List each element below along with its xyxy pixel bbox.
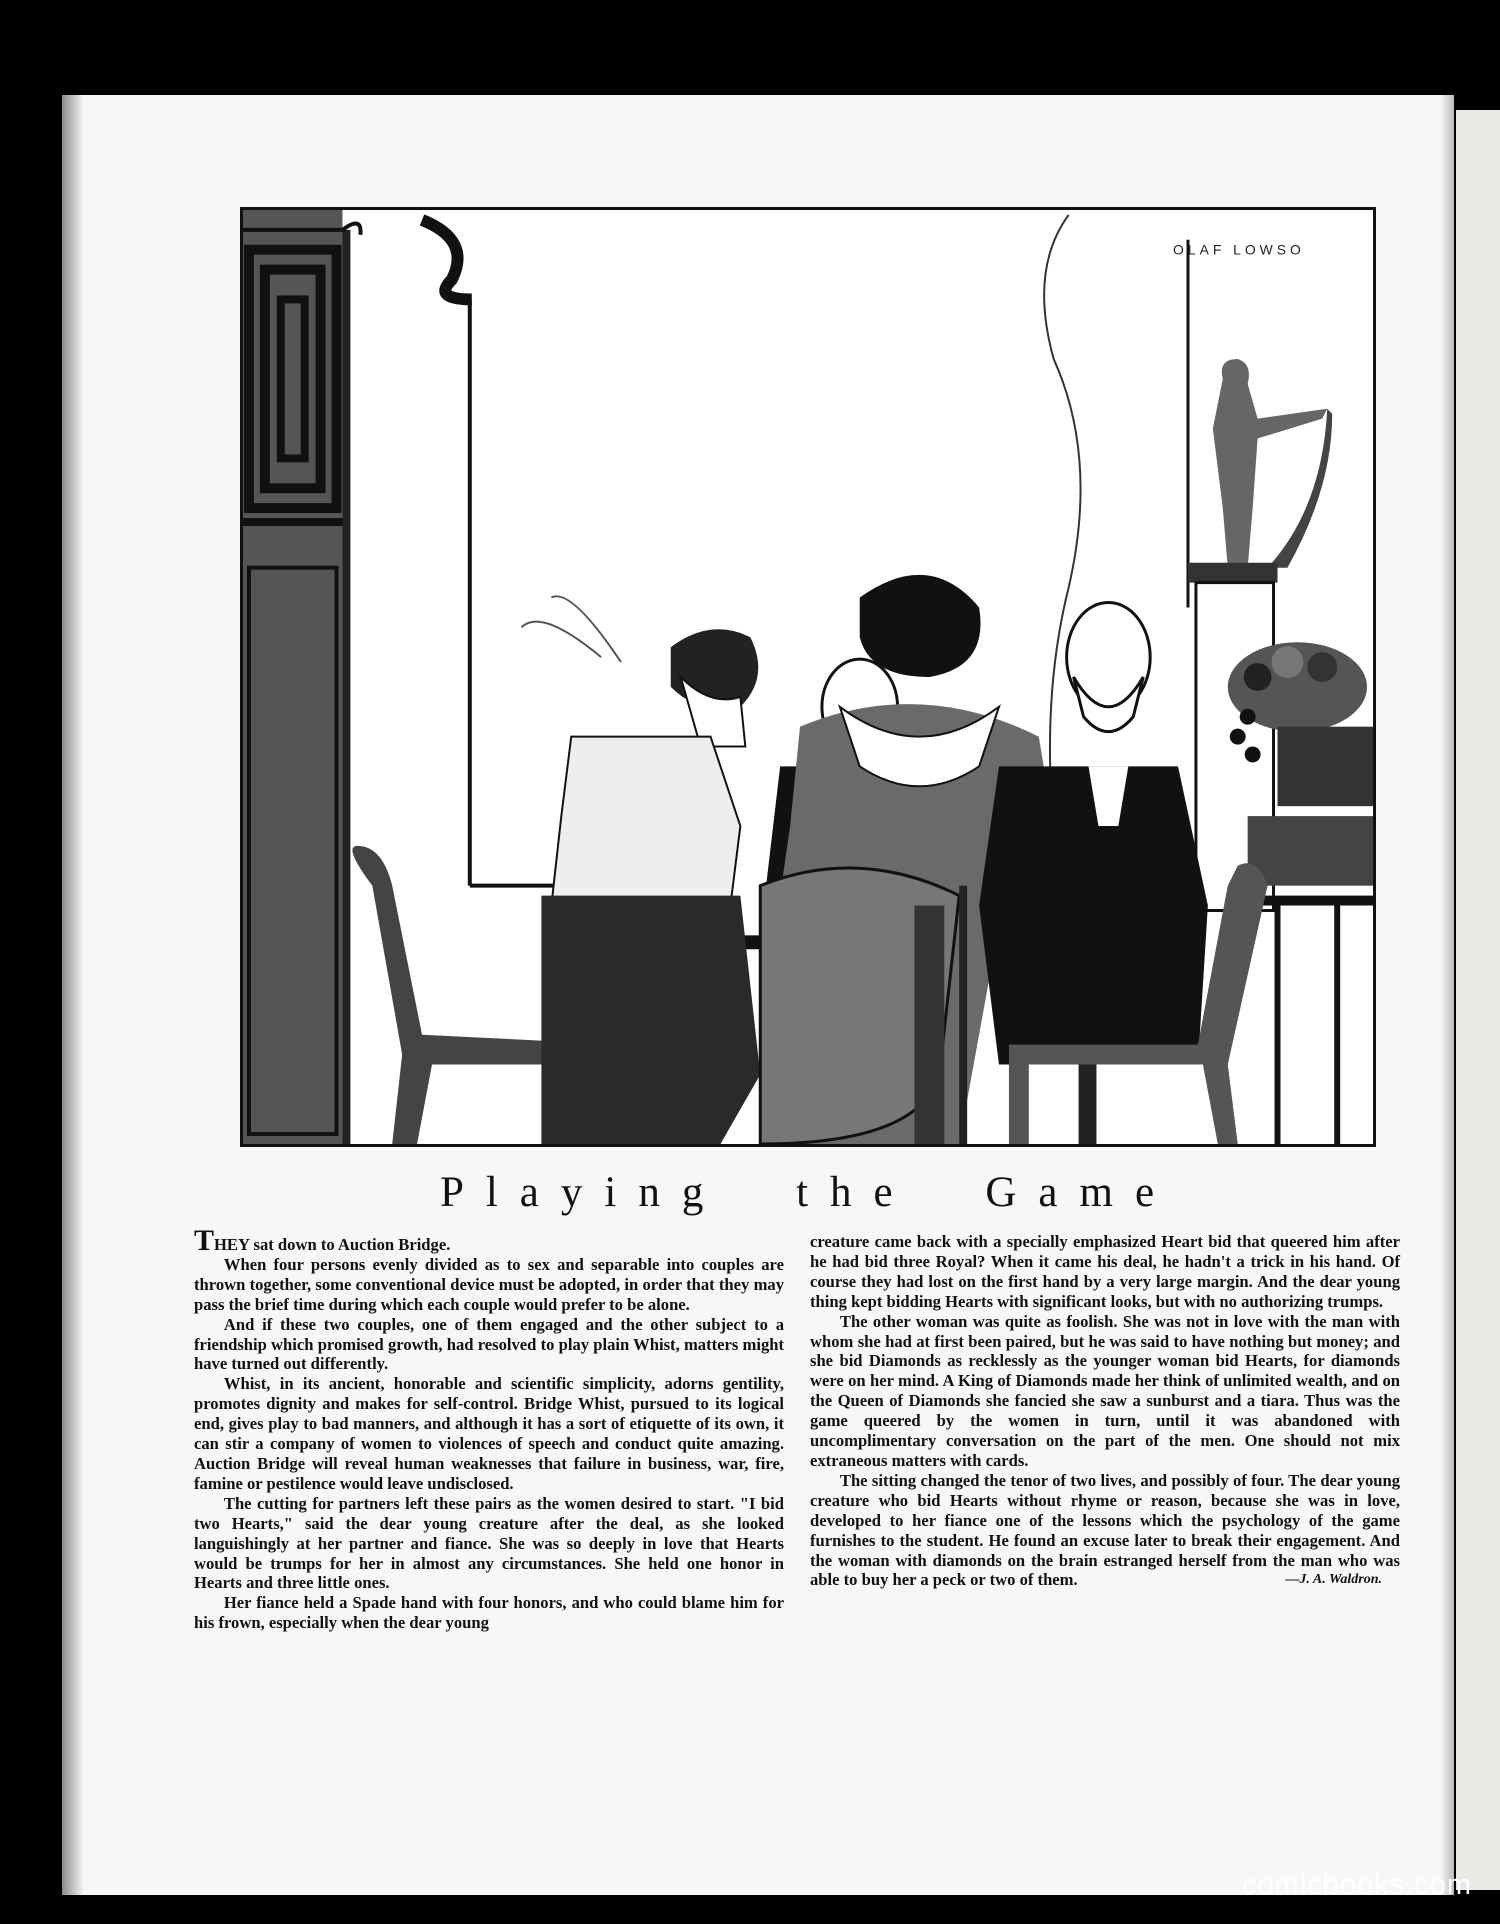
page-gutter xyxy=(1440,95,1454,1895)
paragraph: The sitting changed the tenor of two lives, and possibly of four. The dear young creature who bid Hearts without rhyme or reason, because she was in love, developed to her fiance one of the lessons which the psychology of the game furnishes to the student. He found an excuse later to break their engagement. And the woman with diamonds on the brain estranged herself from the man who was able to buy her a peck or two of them. xyxy=(810,1470,1400,1590)
left-woman-blouse xyxy=(551,737,740,906)
illustration-art xyxy=(243,210,1373,1144)
paragraph: The cutting for partners left these pairs as the women desired to start. "I bid two Hearts," said the dear young creature after the deal, as she looked languishingly at her partner and fiance. She was so deeply in love that Hearts would be trumps for her in almost any circumstances. She held one honor in Hearts and three little ones. xyxy=(194,1493,784,1593)
statue-figure xyxy=(1213,359,1327,568)
ornament-scroll xyxy=(422,220,472,299)
door-panel xyxy=(243,210,342,1144)
paragraph: When four persons evenly divided as to sex and separable into couples are thrown together, some conventional device must be adopted, in order that they may pass the brief time during which each couple would prefer to be alone. xyxy=(194,1254,784,1314)
left-woman-skirt xyxy=(541,896,760,1144)
sideboard xyxy=(1248,816,1373,886)
next-page-edge xyxy=(1456,110,1500,1890)
paragraph: The other woman was quite as foolish. She was not in love with the man with whom she had at first been paired, but he was said to have nothing but money; and she bid Diamonds as recklessly as the younger woman bid Hearts, for diamonds were on her mind. A King of Diamonds made her think of unlimited wealth, and on the Queen of Diamonds she fancied she saw a sunburst and a tiara. Thus was the game queered by the women in turn, until it was abandoned with uncomplimentary conversation on the part of the men. One should not mix extraneous matters with cards. xyxy=(810,1311,1400,1470)
spine-shadow xyxy=(62,95,84,1895)
center-woman-hair xyxy=(860,575,981,677)
first-paragraph xyxy=(194,1224,784,1257)
paragraph: Her fiance held a Spade hand with four honors, and who could blame him for his frown, especially when the dear young xyxy=(194,1593,784,1633)
illustrator-signature: OLAF LOWSO xyxy=(1173,241,1305,258)
cigarette-smoke xyxy=(1044,215,1080,856)
article-right-column xyxy=(810,1232,1400,1590)
site-watermark: comicbooks.com xyxy=(1242,1869,1472,1901)
article-left-column xyxy=(194,1224,784,1633)
article-title: Playing the Game xyxy=(439,1169,1177,1216)
card-game-illustration xyxy=(240,207,1376,1147)
continued-paragraph: creature came back with a specially emphasized Heart bid that queered him after he had bid three Royal? When it came his deal, he hadn't a trick in his hand. Of course they had lost on the first hand by a very large margin. And the dear young thing kept bidding Hearts with significant looks, but with no authorizing trumps. xyxy=(810,1232,1400,1311)
opening-line: HEY sat down to Auction Bridge. xyxy=(214,1235,451,1254)
paragraph: Whist, in its ancient, honorable and scientific simplicity, adorns gentility, promotes dignity and makes for self-control. Bridge Whist, pursued to its logical end, gives play to bad manners, and although it has a sort of etiquette of its own, it can stir a company of women to violences of speech and conduct quite amazing. Auction Bridge will reveal human weaknesses that failure in business, war, fire, famine or pestilence would leave undisclosed. xyxy=(194,1374,784,1493)
drop-cap: T xyxy=(194,1224,215,1257)
paragraph: And if these two couples, one of them engaged and the other subject to a friendship which promised growth, had resolved to play plain Whist, matters might have turned out differently. xyxy=(194,1314,784,1374)
right-man-tuxedo xyxy=(979,766,1208,1064)
author-byline: —J. A. Waldron. xyxy=(1285,1572,1382,1588)
